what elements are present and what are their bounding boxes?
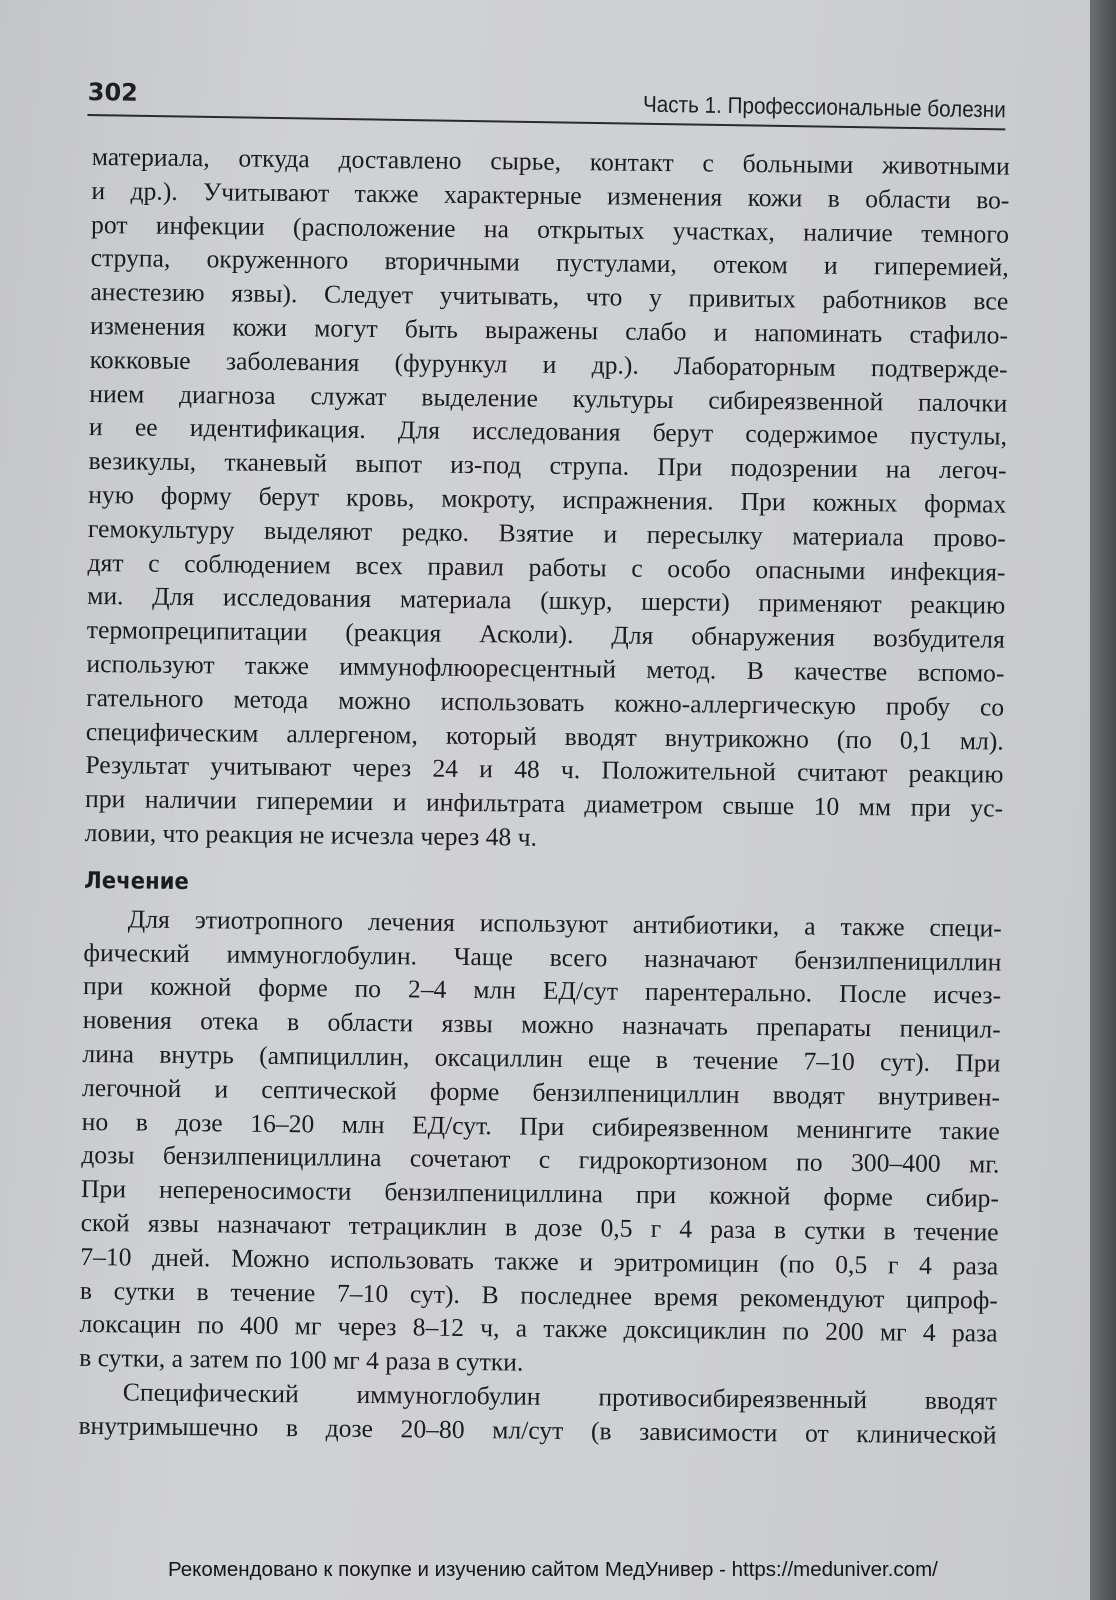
page-body (78, 140, 1010, 1452)
section-heading: Лечение (84, 867, 189, 895)
text-line: используют также иммунофлюоресцентный метод. В качестве вспомо- (86, 648, 1005, 688)
text-line: и ее идентификация. Для исследования берут содержимое пустулы, (88, 412, 1008, 451)
text-line: изменения кожи могут быть выражены слабо и напоминать стафило- (89, 310, 1009, 350)
text-line: ми. Для исследования материала (шкур, шерсти) применяют реакцию (87, 581, 1006, 620)
text-line: нием диагноза служат выделение культуры сибиреязвенной палочки (89, 378, 1008, 418)
paragraph (79, 902, 1002, 1385)
footer-watermark: Рекомендовано к покупке и изучению сайтом МедУнивер - https://meduniver.com/ (168, 1558, 938, 1581)
page-number: 302 (87, 78, 139, 107)
text-line: дозы бензилпенициллина сочетают с гидрокортизоном по 300–400 мг. (81, 1140, 1000, 1179)
text-line: гемокультуру выделяют редко. Взятие и пересылку материала прово- (87, 513, 1007, 553)
text-line: Результат учитывают через 24 и 48 ч. Положительной считают реакцию (85, 750, 1004, 789)
text-line: термопреципитации (реакция Асколи). Для обнаружения возбудителя (86, 615, 1005, 654)
paragraph (85, 140, 1010, 859)
text-line: кокковые заболевания (фурункул и др.). Лабораторным подтвержде- (89, 344, 1008, 384)
text-line: в сутки в течение 7–10 сут). В последнее время рекомендуют ципроф- (79, 1275, 999, 1315)
text-line: но в дозе 16–20 млн ЕД/сут. При сибиреязвенном менингите такие (81, 1106, 1000, 1146)
text-line: и др.). Учитывают также характерные изменения кожи в области во- (91, 175, 1010, 215)
text-line: дят с соблюдением всех правил работы с особо опасными инфекция- (87, 547, 1006, 587)
text-line: лина внутрь (ампициллин, оксациллин еще в течение 7–10 сут). При (82, 1038, 1001, 1078)
text-line: локсацин по 400 мг через 8–12 ч, а также доксициклин по 200 мг 4 раза (79, 1309, 998, 1348)
text-line: струпа, окруженного вторичными пустулами, отеком и гиперемией, (90, 243, 1009, 282)
text-line: гательного метода можно использовать кожно-аллергическую пробу со (86, 682, 1005, 722)
text-line: анестезию язвы). Следует учитывать, что у привитых работников все (90, 277, 1009, 316)
text-line: везикулы, тканевый выпот из-под струпа. При подозрении на легоч- (88, 446, 1007, 485)
text-line: новения отека в области язвы можно назначать препараты пеницил- (82, 1005, 1001, 1044)
text-line: специфическим аллергеном, который вводят внутрикожно (по 0,1 мл). (85, 716, 1004, 756)
text-line: при кожной форме по 2–4 млн ЕД/сут парентерально. После исчез- (82, 971, 1002, 1010)
running-head: Часть 1. Профессиональные болезни (642, 90, 1006, 123)
text-line: Для этиотропного лечения используют антибиотики, а также специ- (127, 904, 1002, 943)
text-line: материала, откуда доставлено сырье, контакт с больными животными (91, 141, 1010, 181)
text-line: фический иммуноглобулин. Чаще всего назначают бензилпенициллин (83, 937, 1002, 977)
text-line: При непереносимости бензилпенициллина при кожной форме сибир- (80, 1174, 1000, 1213)
text-line: Специфический иммуноглобулин противосибиреязвенный вводят (122, 1377, 997, 1416)
page-header (87, 78, 1006, 132)
text-line: ской язвы назначают тетрациклин в дозе 0,5 г 4 раза в сутки в течение (80, 1207, 999, 1247)
text-line: при наличии гиперемии и инфильтрата диаметром свыше 10 мм при ус- (84, 784, 1004, 823)
text-line: рот инфекции (расположение на открытых участках, наличие темного (90, 209, 1010, 249)
text-line: в сутки, а затем по 100 мг 4 раза в сутки. (79, 1343, 524, 1377)
text-line: легочной и септической форме бензилпенициллин вводят внутривен- (81, 1072, 1001, 1112)
text-line: ловии, что реакция не исчезла через 48 ч. (84, 817, 538, 852)
text-line: 7–10 дней. Можно использовать также и эритромицин (по 0,5 г 4 раза (80, 1241, 999, 1281)
book-edge (1090, 0, 1116, 1600)
text-line: ную форму берут кровь, мокроту, испражнения. При кожных формах (88, 479, 1007, 519)
paragraph (78, 1375, 997, 1452)
text-line: внутримышечно в дозе 20–80 мл/сут (в зависимости от клинической (78, 1410, 997, 1450)
